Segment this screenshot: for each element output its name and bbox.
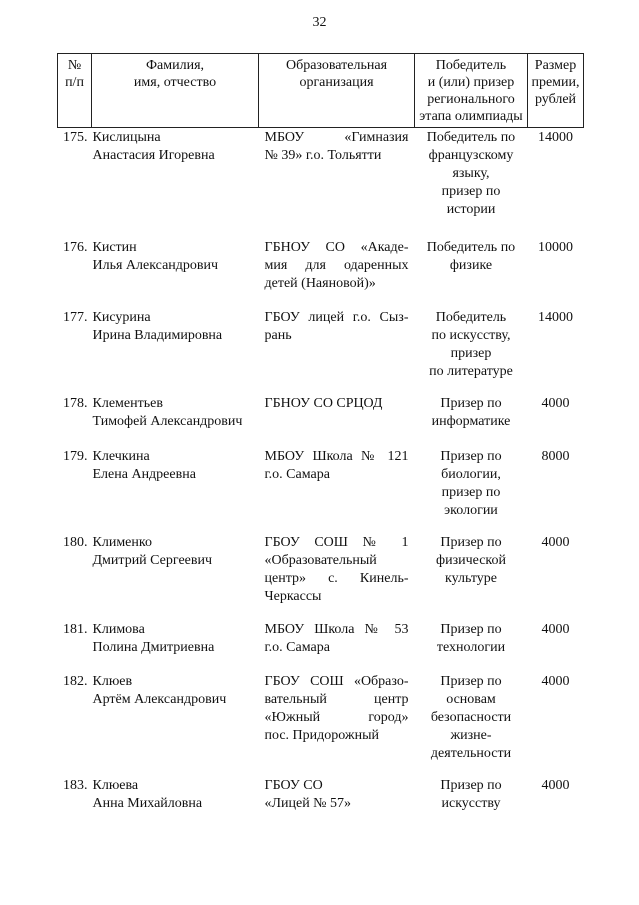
table-row — [58, 777, 584, 817]
row-number: 179. — [63, 448, 88, 464]
person-name: Клементьев Тимофей Александрович — [92, 395, 243, 429]
header-name: Фамилия, имя, отчество — [92, 54, 259, 128]
table-row — [58, 673, 584, 777]
organization: ГБОУ СОШ «Образо- вательный центр «Южный город» пос. Придорожный — [264, 673, 409, 743]
row-number: 176. — [63, 239, 88, 255]
person-name: Клечкина Елена Андреевна — [92, 448, 196, 482]
table-row — [58, 448, 584, 534]
award-result: Призер по информатике — [431, 395, 511, 429]
organization: МБОУ «Гимназия № 39» г.о. Тольятти — [264, 130, 409, 163]
table-row — [58, 621, 584, 673]
organization: МБОУ Школа № 121 г.о. Самара — [264, 448, 409, 482]
table-header-row — [58, 54, 584, 128]
table-row — [58, 239, 584, 309]
prize-amount: 14000 — [538, 309, 573, 325]
row-number: 180. — [63, 534, 88, 550]
header-winner: Победитель и (или) призер регионального этапа олимпиады — [415, 54, 528, 128]
person-name: Клименко Дмитрий Сергеевич — [92, 534, 213, 568]
prize-amount: 8000 — [541, 448, 570, 464]
prize-amount: 14000 — [538, 130, 573, 145]
award-result: Победитель по физике — [426, 239, 516, 273]
header-number: № п/п — [58, 54, 92, 128]
award-result: Призер по основам безопасности жизне- деятельности — [430, 673, 512, 761]
person-name: Климова Полина Дмитриевна — [92, 621, 215, 655]
award-result: Призер по биологии, призер по экологии — [440, 448, 502, 518]
row-number: 181. — [63, 621, 88, 637]
prize-amount: 4000 — [541, 673, 570, 689]
award-result: Призер по технологии — [436, 621, 506, 655]
header-prize: Размер премии, рублей — [528, 54, 584, 128]
award-result: Победитель по искусству, призер по литературе — [429, 309, 513, 379]
table-row — [58, 395, 584, 448]
row-number: 175. — [63, 130, 88, 145]
row-number: 183. — [63, 777, 88, 793]
row-number: 178. — [63, 395, 88, 411]
table-row — [58, 309, 584, 395]
page-number: 32 — [312, 15, 327, 30]
prize-amount: 4000 — [541, 621, 570, 637]
table-row — [58, 534, 584, 621]
prize-amount: 10000 — [538, 239, 573, 255]
prize-amount: 4000 — [541, 395, 570, 411]
person-name: Кислицына Анастасия Игоревна — [92, 130, 215, 163]
organization: ГБОУ лицей г.о. Сыз- рань — [264, 309, 409, 343]
row-number: 182. — [63, 673, 88, 689]
person-name: Кисурина Ирина Владимировна — [92, 309, 223, 343]
organization: ГБНОУ СО СРЦОД — [264, 395, 383, 411]
awardees-table — [57, 53, 584, 817]
prize-amount: 4000 — [541, 777, 570, 793]
award-result: Призер по физической культуре — [436, 534, 506, 586]
person-name: Клюев Артём Александрович — [92, 673, 227, 707]
award-result: Призер по искусству — [440, 777, 502, 811]
person-name: Кистин Илья Александрович — [92, 239, 219, 273]
person-name: Клюева Анна Михайловна — [92, 777, 203, 811]
organization: МБОУ Школа № 53 г.о. Самара — [264, 621, 409, 655]
organization: ГБОУ СОШ № 1 «Образовательный центр» с. Кинель- Черкассы — [264, 534, 409, 604]
organization: ГБНОУ СО «Акаде- мия для одаренных детей (Наяновой)» — [264, 239, 409, 291]
table-row — [58, 128, 584, 239]
award-result: Победитель по французскому языку, призер по истории — [426, 130, 516, 217]
prize-amount: 4000 — [541, 534, 570, 550]
row-number: 177. — [63, 309, 88, 325]
header-organization: Образовательная организация — [259, 54, 415, 128]
organization: ГБОУ СО «Лицей № 57» — [264, 777, 352, 811]
